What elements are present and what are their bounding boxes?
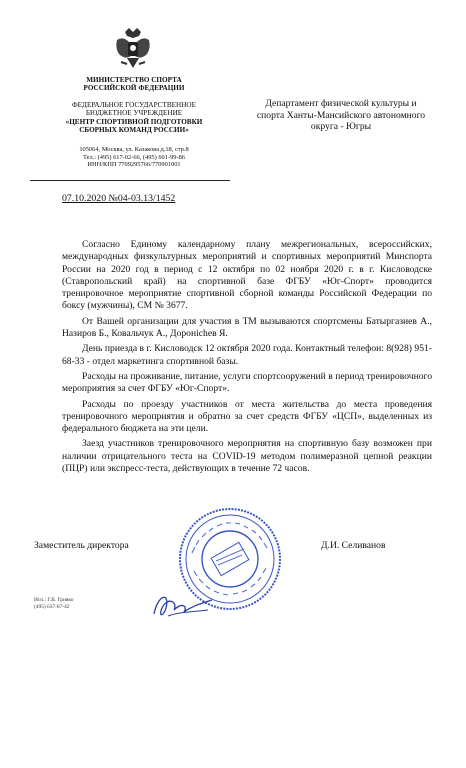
org-line-3: «ЦЕНТР СПОРТИВНОЙ ПОДГОТОВКИ [65,117,203,126]
addressee-line-1: Департамент физической культуры и [265,98,417,109]
ministry-line-1: МИНИСТЕРСТВО СПОРТА [86,76,182,84]
address-line-1: 105064, Москва, ул. Казакова д.18, стр.8 [79,146,189,153]
paragraph-6: Заезд участников тренировочного мероприятия на спортивную базу возможен при наличии отрицательного теста на COVID-19 методом полимеразной цепной реакции (ПЦР) или экспресс-теста, действующих в течение 72 часов. [62,438,432,475]
outgoing-number: 07.10.2020 №04-03.13/1452 [62,193,176,204]
signatory-name: Д.И. Селиванов [321,540,386,551]
paragraph-3: День приезда в г. Кисловодск 12 октября 2020 года. Контактный телефон: 8(928) 951-68-33 - отдел маркетинга спортивной базы. [62,343,432,367]
addressee-line-2: спорта Ханты-Мансийского автономного [256,109,426,121]
org-line-4: СБОРНЫХ КОМАНД РОССИИ» [79,126,189,135]
address-line-2: Тел.: (495) 617-02-66, (495) 601-99-86 [83,153,185,161]
ministry-header [54,76,214,93]
executor-phone: (495) 637-07-42 [34,603,70,610]
addressee-line-3: округа - Югры [310,121,372,133]
addressee-block [246,98,436,133]
ministry-line-2: РОССИЙСКОЙ ФЕДЕРАЦИИ [83,84,185,93]
paragraph-4: Расходы на проживание, питание, услуги спортсооружений в период тренировочного мероприятия за счет ФГБУ «Юг-Спорт». [62,370,432,395]
executor-info [34,597,73,610]
handwritten-signature [148,588,218,622]
org-line-1: ФЕДЕРАЛЬНОЕ ГОСУДАРСТВЕННОЕ [71,101,197,109]
paragraph-2: От Вашей организации для участия в ТМ вызываются спортсмены Батыргазиев А., Назиров Б., Ковальчук А., Доронichев Я. [62,315,432,340]
letter-body [62,239,432,478]
signatory-position: Заместитель директора [34,540,129,551]
executor-name: Исп.: Г.В. Гривко [34,597,74,603]
organization-address [54,146,214,169]
paragraph-1: Согласно Единому календарному плану межрегиональных, всероссийских, международных физкультурных мероприятий и спортивных мероприятий Минспорта России на 2020 год в период с 12 октября по 02 ноября 2020 г. в г. Кисловодске (Ставропольский край) на спортивной базе ФГБУ «Юг-Спорт» проводится тренировочное мероприятие спортивной сборной команды Российской Федерации по боксу (мужчины), СМ № 3677. [62,239,432,312]
paragraph-5: Расходы по проезду участников от места жительства до места проведения тренировочного мероприятия и обратно за счет средств ФГБУ «ЦСП», выделенных из федерального бюджета на эти цели. [62,398,432,435]
coat-of-arms-emblem [113,26,153,72]
organization-header [54,101,214,135]
org-line-2: БЮДЖЕТНОЕ УЧРЕЖДЕНИЕ [85,109,183,118]
address-line-3: ИНН/КПП 7709295766/770901001 [87,161,181,169]
header-divider [30,180,230,181]
